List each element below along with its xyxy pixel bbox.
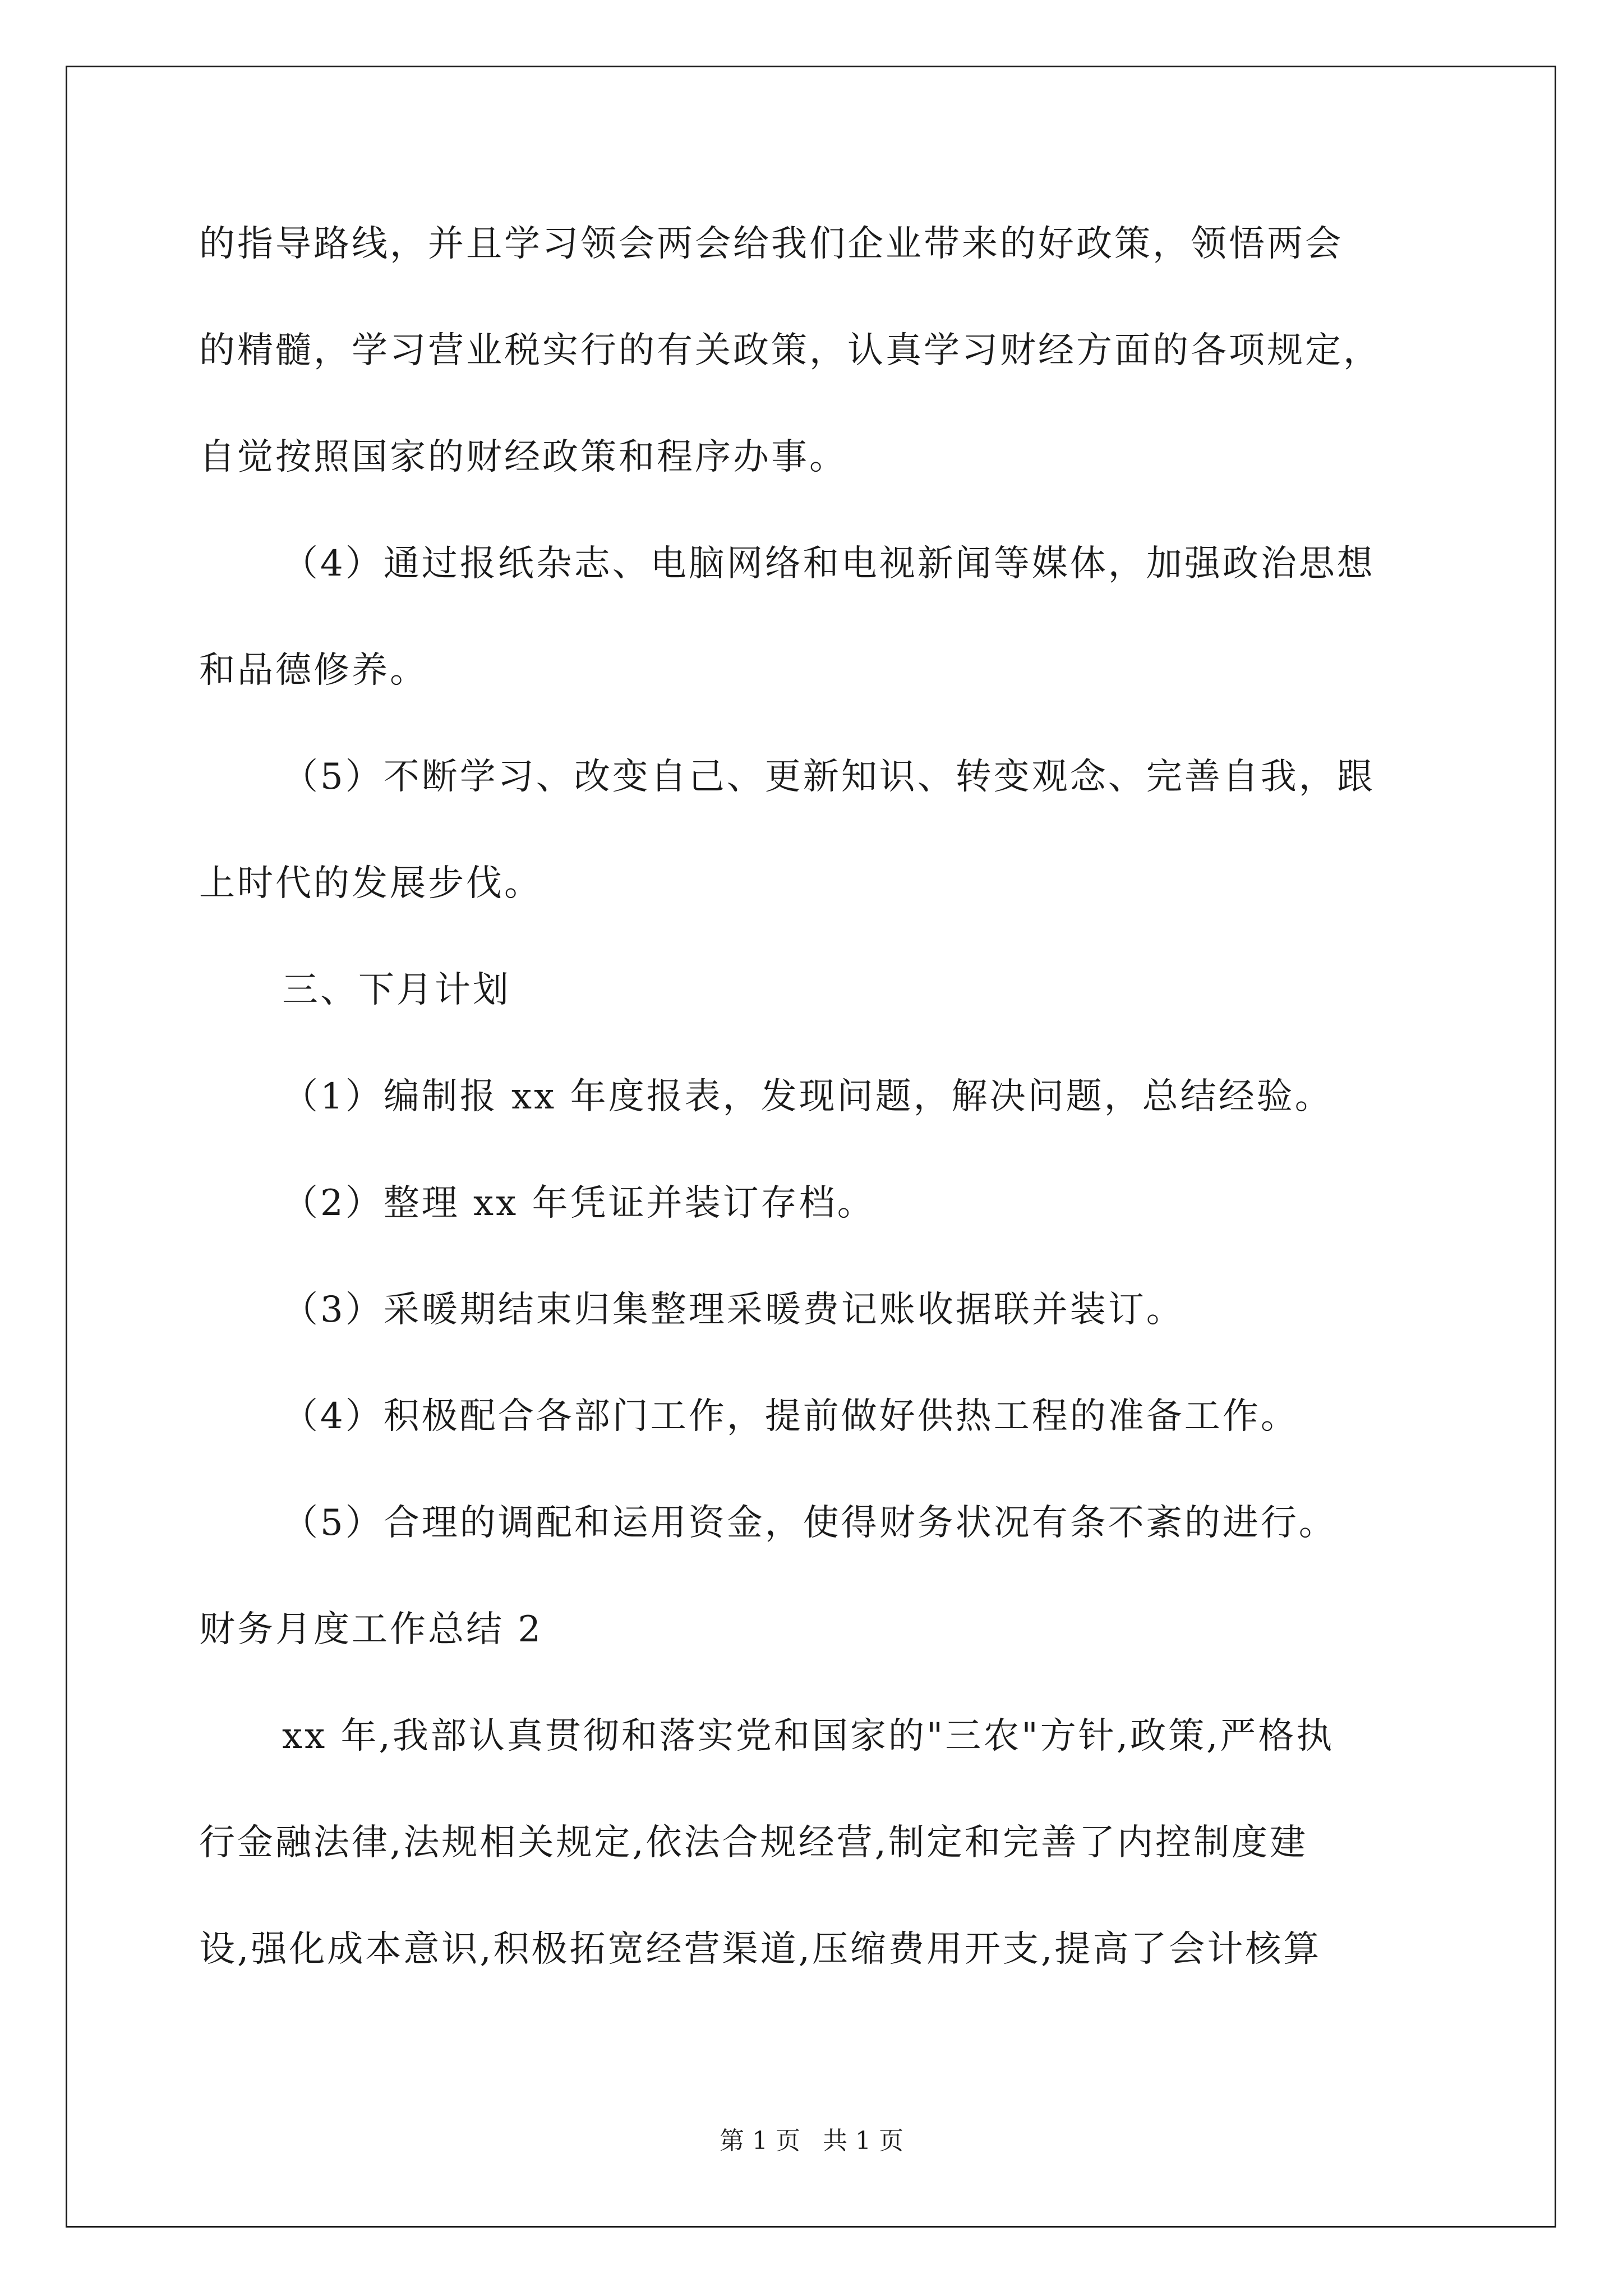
text-line: 自觉按照国家的财经政策和程序办事。 [199,436,847,478]
text-line: 上时代的发展步伐。 [199,863,542,904]
page-total: 共 1 页 [823,2127,903,2155]
text-line: xx 年,我部认真贯彻和落实党和国家的"三农"方针,政策,严格执 [282,1715,1335,1757]
text-line: （4）积极配合各部门工作，提前做好供热工程的准备工作。 [282,1396,1299,1437]
text-line: 的精髓，学习营业税实行的有关政策，认真学习财经方面的各项规定， [199,330,1381,371]
text-line: （5）合理的调配和运用资金，使得财务状况有条不紊的进行。 [282,1502,1337,1544]
text-line: （4）通过报纸杂志、电脑网络和电视新闻等媒体，加强政治思想 [282,543,1375,585]
page-number: 第 1 页 [720,2127,800,2155]
section-heading: 三、下月计划 [282,969,511,1011]
text-line: （2）整理 xx 年凭证并装订存档。 [282,1182,875,1224]
text-line: 的指导路线，并且学习领会两会给我们企业带来的好政策，领悟两会 [199,223,1343,265]
section-title: 财务月度工作总结 2 [199,1609,543,1650]
text-line: 行金融法律,法规相关规定,依法合规经营,制定和完善了内控制度建 [199,1822,1308,1864]
page-footer [0,2124,1623,2158]
text-line: 设,强化成本意识,积极拓宽经营渠道,压缩费用开支,提高了会计核算 [199,1929,1322,1970]
document-body [199,191,1433,2003]
text-line: 和品德修养。 [199,650,428,691]
text-line: （3）采暖期结束归集整理采暖费记账收据联并装订。 [282,1289,1184,1331]
text-line: （1）编制报 xx 年度报表，发现问题，解决问题，总结经验。 [282,1076,1333,1117]
text-line: （5）不断学习、改变自己、更新知识、转变观念、完善自我，跟 [282,756,1375,798]
